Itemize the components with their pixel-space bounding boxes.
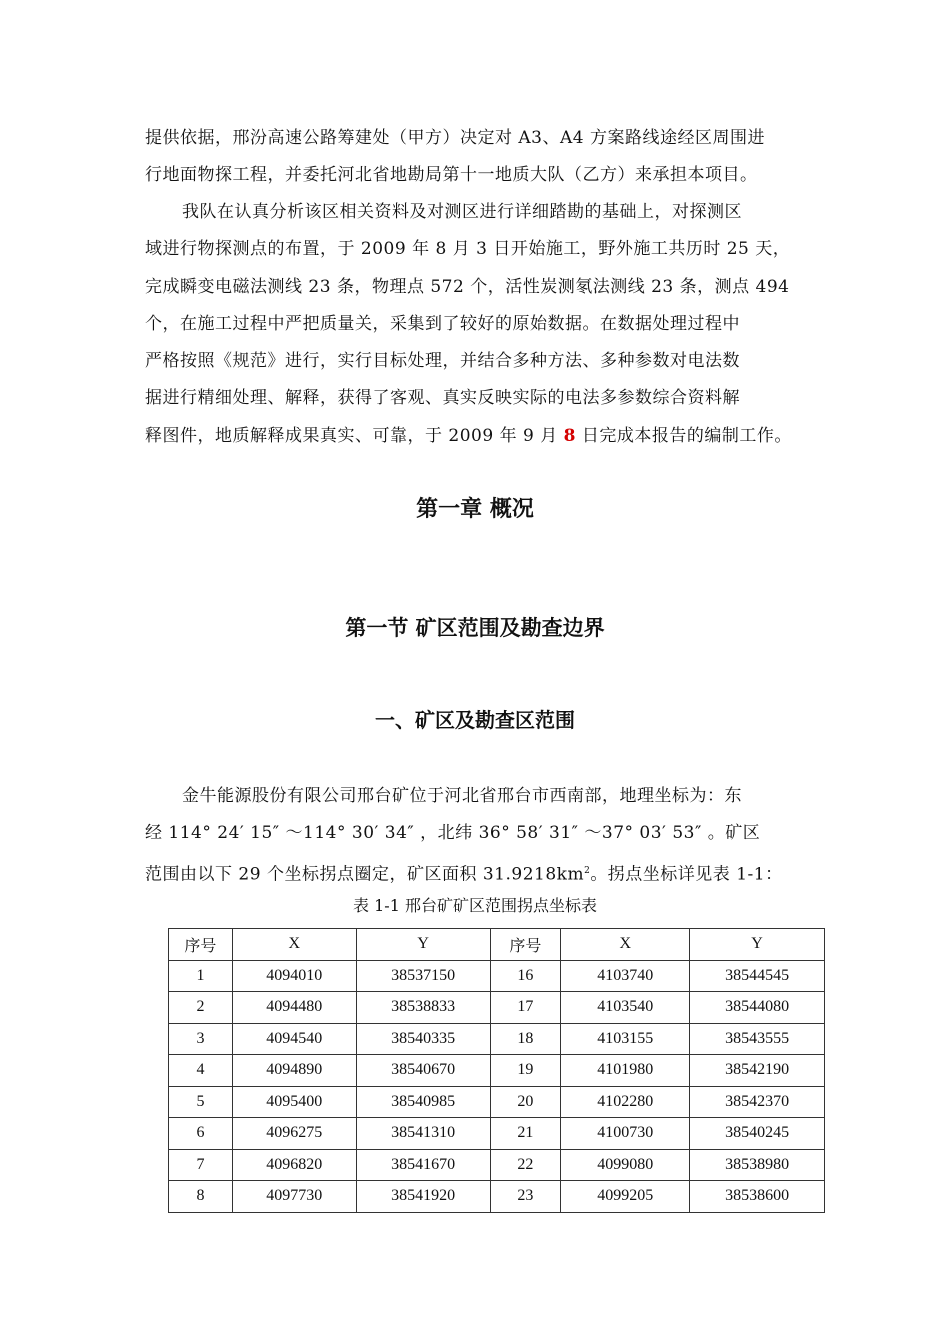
table-cell: 4103155 xyxy=(561,1023,690,1055)
table-cell: 38538600 xyxy=(690,1181,825,1213)
chapter-title: 第一章 概况 xyxy=(416,496,534,522)
text-segment: 释图件，地质解释成果真实、可靠，于 2009 年 9 月 xyxy=(145,425,564,446)
header-cell: 序号 xyxy=(490,929,561,961)
table-row xyxy=(169,1149,825,1181)
table-caption: 表 1-1 邢台矿矿区范围拐点坐标表 xyxy=(353,896,597,915)
table-cell: 4094540 xyxy=(232,1023,356,1055)
table-row xyxy=(169,960,825,992)
header-cell: 序号 xyxy=(169,929,233,961)
text-line: 完成瞬变电磁法测线 23 条，物理点 572 个，活性炭测氡法测线 23 条，测点 494 xyxy=(145,276,790,297)
text-line xyxy=(145,853,810,894)
table-cell: 4095400 xyxy=(232,1086,356,1118)
section-title: 第一节 矿区范围及勘查边界 xyxy=(345,615,605,640)
work-summary-paragraph xyxy=(145,194,810,455)
table-cell: 4099080 xyxy=(561,1149,690,1181)
table-cell: 4100730 xyxy=(561,1118,690,1150)
table-cell: 4 xyxy=(169,1055,233,1087)
text-segment: 。拐点坐标详见表 1-1： xyxy=(590,864,783,885)
table-row xyxy=(169,992,825,1024)
text-line: 金牛能源股份有限公司邢台矿位于河北省邢台市西南部，地理坐标为：东 xyxy=(182,786,742,806)
table-cell: 18 xyxy=(490,1023,561,1055)
table-cell: 38540245 xyxy=(690,1118,825,1150)
text-line: 域进行物探测点的布置，于 2009 年 8 月 3 日开始施工，野外施工共历时 25 天， xyxy=(145,239,791,260)
table-cell: 38538980 xyxy=(690,1149,825,1181)
table-cell: 4102280 xyxy=(561,1086,690,1118)
table-cell: 38541310 xyxy=(356,1118,490,1150)
table-cell: 38540670 xyxy=(356,1055,490,1087)
text-line: 我队在认真分析该区相关资料及对测区进行详细踏勘的基础上，对探测区 xyxy=(182,202,742,222)
table-cell: 4101980 xyxy=(561,1055,690,1087)
table-cell: 38541920 xyxy=(356,1181,490,1213)
text-line: 行地面物探工程，并委托河北省地勘局第十一地质大队（乙方）来承担本项目。 xyxy=(145,165,758,186)
text-line: 个，在施工过程中严把质量关，采集到了较好的原始数据。在数据处理过程中 xyxy=(145,313,740,334)
table-cell: 16 xyxy=(490,960,561,992)
table-cell: 38544080 xyxy=(690,992,825,1024)
table-cell: 38537150 xyxy=(356,960,490,992)
table-cell: 4094010 xyxy=(232,960,356,992)
table-cell: 3 xyxy=(169,1023,233,1055)
text-line: 经 114° 24′ 15″ ～114° 30′ 34″ ，北纬 36° 58′ 31″ ～37° 03′ 53″ 。矿区 xyxy=(145,823,761,844)
table-cell: 4096820 xyxy=(232,1149,356,1181)
table-cell: 19 xyxy=(490,1055,561,1087)
header-cell: X xyxy=(232,929,356,961)
table-cell: 4096275 xyxy=(232,1118,356,1150)
header-cell: Y xyxy=(690,929,825,961)
table-cell: 38538833 xyxy=(356,992,490,1024)
table-cell: 4094480 xyxy=(232,992,356,1024)
table-cell: 38542190 xyxy=(690,1055,825,1087)
text-line: 严格按照《规范》进行，实行目标处理，并结合多种方法、多种参数对电法数 xyxy=(145,351,740,372)
table-cell: 17 xyxy=(490,992,561,1024)
table-row xyxy=(169,1181,825,1213)
table-cell: 4103540 xyxy=(561,992,690,1024)
table-cell: 6 xyxy=(169,1118,233,1150)
text-segment: 日完成本报告的编制工作。 xyxy=(575,425,792,446)
text-segment: 范围由以下 29 个坐标拐点圈定，矿区面积 31.9218km xyxy=(145,864,585,885)
intro-paragraph xyxy=(145,120,810,195)
table-cell: 38542370 xyxy=(690,1086,825,1118)
table-cell: 38543555 xyxy=(690,1023,825,1055)
table-cell: 4099205 xyxy=(561,1181,690,1213)
table-row xyxy=(169,1086,825,1118)
table-cell: 23 xyxy=(490,1181,561,1213)
table-cell: 21 xyxy=(490,1118,561,1150)
table-cell: 38544545 xyxy=(690,960,825,992)
table-cell: 4094890 xyxy=(232,1055,356,1087)
highlighted-day: 8 xyxy=(563,425,576,446)
text-line: 据进行精细处理、解释，获得了客观、真实反映实际的电法多参数综合资料解 xyxy=(145,388,740,409)
superscript: 2 xyxy=(584,865,591,876)
text-line: 提供依据，邢汾高速公路筹建处（甲方）决定对 A3、A4 方案路线途经区周围进 xyxy=(145,128,765,148)
header-cell: Y xyxy=(356,929,490,961)
table-row xyxy=(169,1023,825,1055)
table-cell: 5 xyxy=(169,1086,233,1118)
coordinates-table xyxy=(168,928,825,1213)
mine-location-paragraph xyxy=(145,778,810,894)
table-cell: 4097730 xyxy=(232,1181,356,1213)
table-cell: 38540335 xyxy=(356,1023,490,1055)
table-cell: 38540985 xyxy=(356,1086,490,1118)
text-line xyxy=(145,418,810,455)
table-cell: 7 xyxy=(169,1149,233,1181)
table-cell: 4103740 xyxy=(561,960,690,992)
table-row xyxy=(169,1118,825,1150)
table-cell: 2 xyxy=(169,992,233,1024)
table-cell: 38541670 xyxy=(356,1149,490,1181)
table-cell: 8 xyxy=(169,1181,233,1213)
table-cell: 1 xyxy=(169,960,233,992)
subsection-title: 一、矿区及勘查区范围 xyxy=(375,708,575,732)
header-cell: X xyxy=(561,929,690,961)
table-cell: 22 xyxy=(490,1149,561,1181)
table-cell: 20 xyxy=(490,1086,561,1118)
table-row xyxy=(169,1055,825,1087)
table-header-row xyxy=(169,929,825,961)
